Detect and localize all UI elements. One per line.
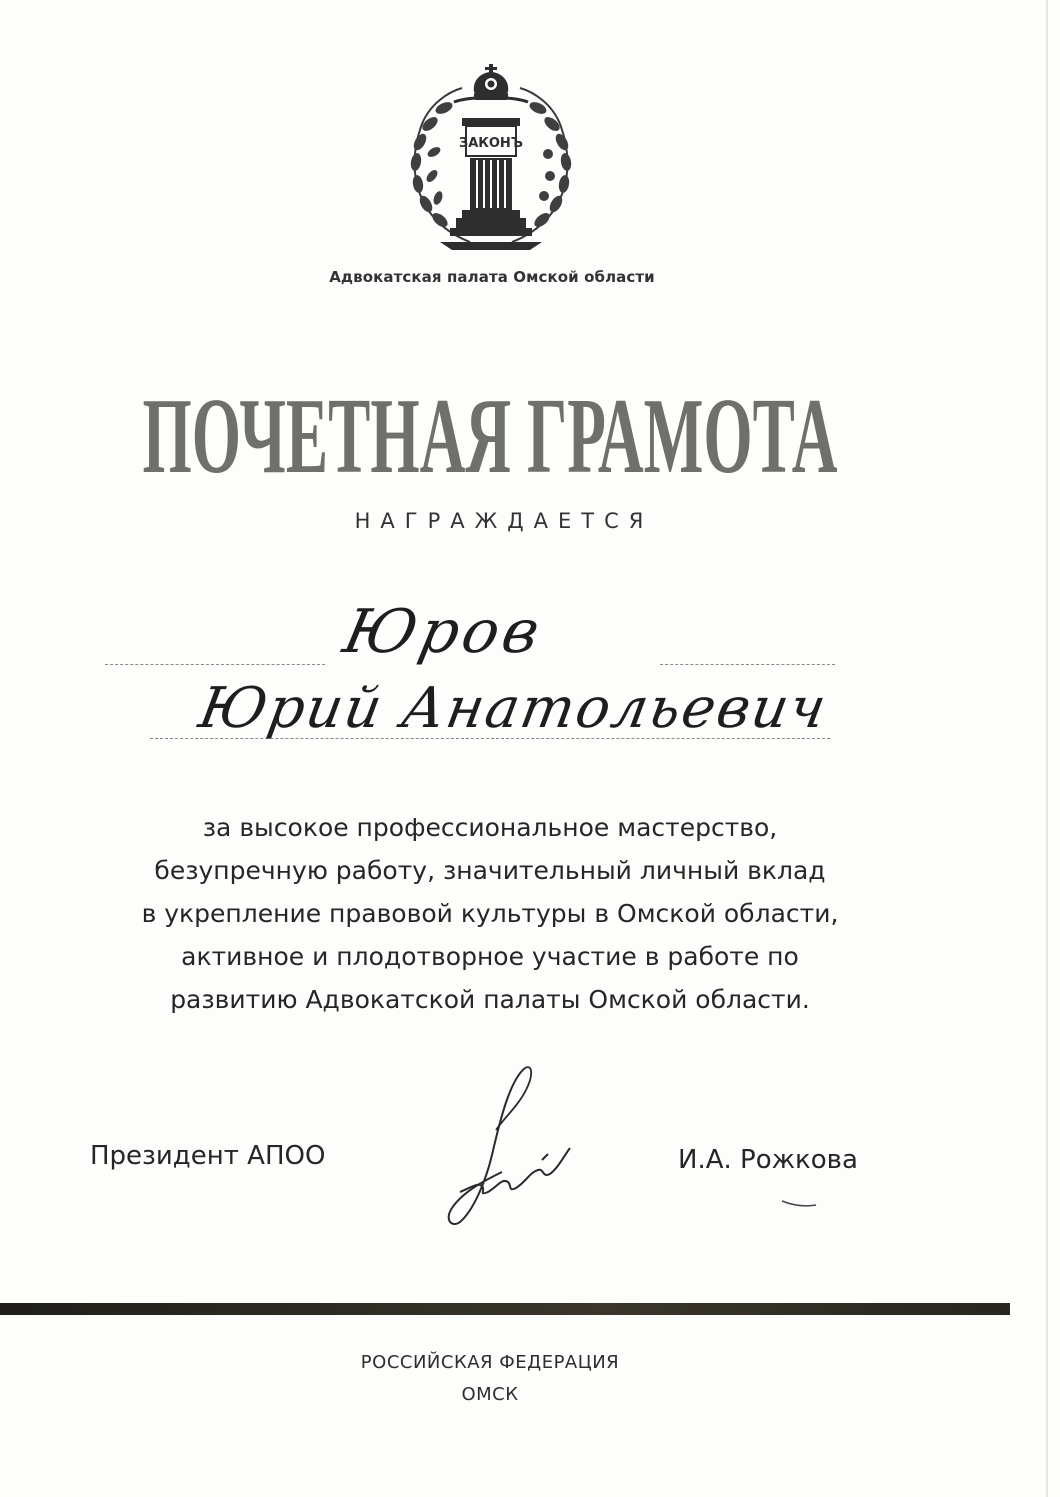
recipient-line-right (660, 664, 835, 665)
recipient-line-left (105, 664, 325, 665)
citation-line: безупречную работу, значительный личный вклад (154, 856, 826, 885)
signatory-name: И.А. Рожкова (678, 1145, 858, 1175)
signatory-role: Президент АПОО (90, 1141, 326, 1171)
footer-city: ОМСК (461, 1384, 519, 1405)
certificate-title-text: ПОЧЕТНАЯ ГРАМОТА (142, 378, 838, 482)
certificate-title (138, 378, 843, 482)
bar-association-emblem-icon (400, 62, 582, 258)
awarded-label: НАГРАЖДАЕТСЯ (354, 509, 654, 533)
paper-edge (1046, 0, 1048, 1497)
organization-name: Адвокатская палата Омской области (329, 268, 655, 286)
footer-country: РОССИЙСКАЯ ФЕДЕРАЦИЯ (360, 1352, 620, 1373)
pen-mark (780, 1195, 820, 1215)
recipient-given-names: Юрий Анатольевич (194, 676, 833, 741)
footer-divider-bar (0, 1303, 1010, 1315)
citation-line: развитию Адвокатской палаты Омской области. (170, 985, 810, 1014)
handwritten-signature-icon (430, 1060, 610, 1230)
citation-line: за высокое профессиональное мастерство, (202, 813, 778, 842)
citation-line: активное и плодотворное участие в работе по (181, 942, 799, 971)
citation-line: в укрепление правовой культуры в Омской области, (141, 899, 839, 928)
recipient-surname: Юров (337, 597, 550, 667)
emblem-inscription: ЗАКОНЪ (458, 136, 524, 151)
award-citation (0, 806, 980, 1021)
